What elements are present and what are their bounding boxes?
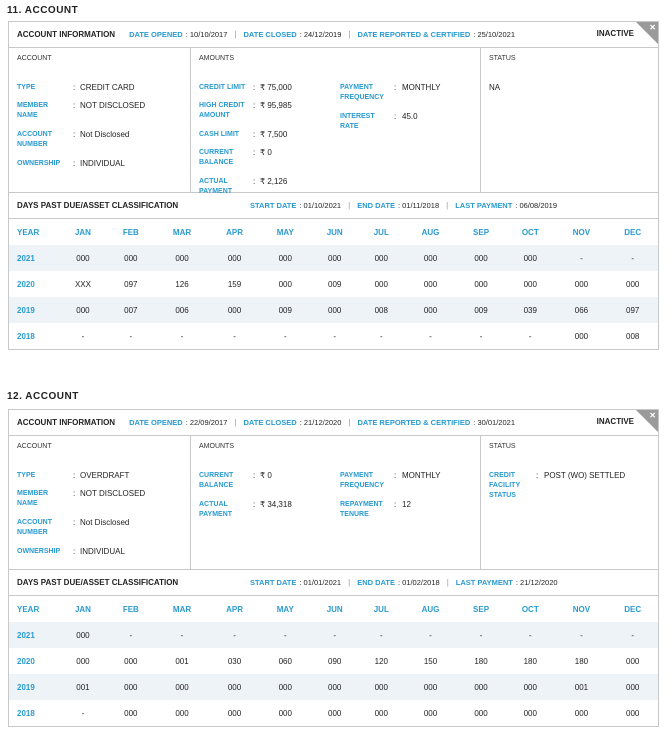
dpd-cell: 000 xyxy=(474,253,488,263)
dpd-cell: 000 xyxy=(626,656,640,666)
dpd-cell: 030 xyxy=(227,656,242,666)
dpd-cell: 090 xyxy=(328,656,342,666)
dpd-cell: - xyxy=(129,331,133,341)
member-name-value: NOT DISCLOSED xyxy=(80,489,146,498)
close-icon[interactable]: ✕ xyxy=(649,411,656,420)
year-cell: 2018 xyxy=(17,331,35,341)
dpd-cell: 126 xyxy=(175,279,189,289)
date-closed-value: : 21/12/2020 xyxy=(299,418,342,427)
ownership-value: INDIVIDUAL xyxy=(80,547,125,556)
dpd-cell: 001 xyxy=(175,656,189,666)
colon: : xyxy=(536,471,539,480)
month-header: JUN xyxy=(326,227,343,237)
last-payment-label: LAST PAYMENT xyxy=(455,201,513,210)
dpd-cell: 120 xyxy=(374,656,388,666)
dpd-header xyxy=(9,570,658,596)
month-header: DEC xyxy=(624,604,642,614)
dpd-cell: - xyxy=(81,331,85,341)
divider: | xyxy=(234,30,237,39)
dpd-cell: - xyxy=(580,253,583,263)
divider: | xyxy=(234,418,237,427)
dpd-cell: 000 xyxy=(278,279,292,289)
dpd-cell: - xyxy=(429,331,432,341)
account-column xyxy=(9,48,190,192)
ownership-label: OWNERSHIP xyxy=(17,160,61,167)
dpd-cell: 000 xyxy=(278,682,292,692)
dpd-cell: 066 xyxy=(574,305,589,315)
interest-rate-label: INTEREST RATE xyxy=(340,113,375,130)
status-column xyxy=(480,48,658,192)
date-opened-label: DATE OPENED xyxy=(129,418,183,427)
date-reported-label: DATE REPORTED & CERTIFIED xyxy=(357,30,471,39)
current-balance-value: ₹ 0 xyxy=(260,148,272,157)
account-number-label: ACCOUNT NUMBER xyxy=(17,519,52,536)
end-date-value: : 01/11/2018 xyxy=(397,201,440,210)
dpd-cell: - xyxy=(479,630,483,640)
account-info-header xyxy=(9,410,658,436)
colon: : xyxy=(253,130,256,139)
month-header: MAR xyxy=(172,604,192,614)
dpd-cell: 000 xyxy=(574,708,589,718)
ownership-label: OWNERSHIP xyxy=(17,548,61,555)
ownership-value: INDIVIDUAL xyxy=(80,159,125,168)
dpd-cell: 000 xyxy=(523,279,537,289)
end-date-label: END DATE xyxy=(357,201,395,210)
high-credit-value: ₹ 95,985 xyxy=(260,101,292,110)
year-cell: 2018 xyxy=(17,708,35,718)
dpd-cell: 000 xyxy=(574,331,589,341)
dpd-cell: 180 xyxy=(523,656,537,666)
dpd-header-row xyxy=(9,219,658,245)
dpd-table xyxy=(9,219,658,349)
type-label: TYPE xyxy=(17,84,36,91)
last-payment-label: LAST PAYMENT xyxy=(455,578,513,587)
dpd-cell: 000 xyxy=(278,708,292,718)
payment-frequency-value: MONTHLY xyxy=(402,83,441,92)
amounts-heading: AMOUNTS xyxy=(199,443,234,450)
account-number-value: Not Disclosed xyxy=(80,130,130,139)
cash-limit-value: ₹ 7,500 xyxy=(260,130,288,139)
dpd-cell: 000 xyxy=(474,279,488,289)
dpd-body xyxy=(9,245,658,349)
current-balance-label: CURRENT BALANCE xyxy=(199,472,234,489)
table-row xyxy=(9,648,658,674)
high-credit-label: HIGH CREDIT AMOUNT xyxy=(199,102,245,119)
type-value: OVERDRAFT xyxy=(80,471,130,480)
dpd-cell: - xyxy=(233,331,236,341)
type-value: CREDIT CARD xyxy=(80,83,135,92)
colon: : xyxy=(253,83,256,92)
year-cell: 2020 xyxy=(17,279,35,289)
payment-frequency-label: PAYMENT FREQUENCY xyxy=(340,84,384,101)
month-header: DEC xyxy=(624,227,642,237)
colon: : xyxy=(253,101,256,110)
colon: : xyxy=(394,500,397,509)
amounts-column xyxy=(190,436,480,569)
month-header: MAY xyxy=(276,604,294,614)
credit-limit-value: ₹ 75,000 xyxy=(260,83,292,92)
colon: : xyxy=(253,500,256,509)
year-header: YEAR xyxy=(17,604,40,614)
account-details xyxy=(9,48,658,193)
dpd-cell: 000 xyxy=(626,279,640,289)
table-row xyxy=(9,700,658,726)
divider: | xyxy=(446,578,449,587)
account-column xyxy=(9,436,190,569)
colon: : xyxy=(73,518,76,527)
dpd-cell: 000 xyxy=(423,253,438,263)
month-header: MAR xyxy=(172,227,192,237)
dpd-cell: 000 xyxy=(227,708,242,718)
amounts-heading: AMOUNTS xyxy=(199,55,234,62)
dpd-cell: 000 xyxy=(626,682,640,692)
colon: : xyxy=(394,471,397,480)
last-payment-value: : 06/08/2019 xyxy=(515,201,558,210)
date-opened-value: : 22/09/2017 xyxy=(185,418,228,427)
dpd-cell: - xyxy=(129,630,133,640)
dpd-cell: 000 xyxy=(423,708,438,718)
dpd-cell: - xyxy=(528,331,532,341)
year-cell: 2020 xyxy=(17,656,35,666)
amounts-column xyxy=(190,48,480,195)
dpd-cell: 000 xyxy=(278,253,292,263)
colon: : xyxy=(73,130,76,139)
month-header: JAN xyxy=(74,604,91,614)
dpd-cell: 097 xyxy=(626,305,640,315)
dpd-cell: 000 xyxy=(523,253,537,263)
account-info-title: ACCOUNT INFORMATION xyxy=(17,30,116,39)
interest-rate-value: 45.0 xyxy=(402,112,418,121)
end-date-value: : 01/02/2018 xyxy=(397,578,440,587)
table-row xyxy=(9,674,658,700)
dpd-cell: XXX xyxy=(74,279,91,289)
dpd-cell: 001 xyxy=(574,682,589,692)
actual-payment-value: ₹ 34,318 xyxy=(260,500,292,509)
dpd-cell: 000 xyxy=(423,682,438,692)
dpd-cell: 000 xyxy=(423,305,438,315)
month-header: FEB xyxy=(122,604,139,614)
dpd-cell: 007 xyxy=(124,305,138,315)
account-details xyxy=(9,436,658,570)
date-reported-value: : 25/10/2021 xyxy=(473,30,515,39)
dpd-cell: 000 xyxy=(423,279,438,289)
dpd-cell: 008 xyxy=(626,331,640,341)
section-title: 12. ACCOUNT xyxy=(7,391,79,402)
month-header: SEP xyxy=(473,604,490,614)
repayment-tenure-label: REPAYMENT TENURE xyxy=(340,501,383,518)
section-title: 11. ACCOUNT xyxy=(7,5,79,16)
table-row xyxy=(9,245,658,271)
colon: : xyxy=(73,101,76,110)
current-balance-label: CURRENT BALANCE xyxy=(199,149,234,166)
dpd-title: DAYS PAST DUE/ASSET CLASSIFICATION xyxy=(17,578,179,587)
dpd-header xyxy=(9,193,658,219)
date-opened-label: DATE OPENED xyxy=(129,30,183,39)
dpd-cell: - xyxy=(180,630,184,640)
month-header: AUG xyxy=(421,227,440,237)
dpd-cell: - xyxy=(333,331,337,341)
month-header: OCT xyxy=(521,604,539,614)
dpd-cell: 000 xyxy=(124,656,138,666)
dpd-cell: - xyxy=(333,630,337,640)
colon: : xyxy=(394,83,397,92)
actual-payment-value: ₹ 2,126 xyxy=(260,177,288,186)
date-opened-value: : 10/10/2017 xyxy=(185,30,228,39)
start-date-value: : 01/01/2021 xyxy=(299,578,342,587)
start-date-value: : 01/10/2021 xyxy=(299,201,342,210)
colon: : xyxy=(73,159,76,168)
dpd-cell: 000 xyxy=(76,253,90,263)
dpd-cell: 159 xyxy=(227,279,242,289)
dpd-table xyxy=(9,596,658,726)
year-cell: 2019 xyxy=(17,682,35,692)
colon: : xyxy=(253,471,256,480)
dpd-cell: - xyxy=(631,630,635,640)
dpd-body xyxy=(9,622,658,726)
dpd-cell: 009 xyxy=(328,279,342,289)
repayment-tenure-value: 12 xyxy=(402,500,411,509)
type-label: TYPE xyxy=(17,472,36,479)
dpd-cell: - xyxy=(631,253,635,263)
dpd-cell: 000 xyxy=(328,682,342,692)
dpd-cell: 008 xyxy=(374,305,388,315)
credit-facility-status-label: CREDIT FACILITY STATUS xyxy=(489,472,520,499)
colon: : xyxy=(73,83,76,92)
account-info-title: ACCOUNT INFORMATION xyxy=(17,418,116,427)
dpd-cell: 000 xyxy=(574,279,589,289)
dpd-cell: 000 xyxy=(523,682,537,692)
month-header: APR xyxy=(226,604,243,614)
credit-limit-label: CREDIT LIMIT xyxy=(199,84,246,91)
dpd-cell: - xyxy=(283,331,287,341)
colon: : xyxy=(394,112,397,121)
dpd-cell: 180 xyxy=(574,656,589,666)
last-payment-value: : 21/12/2020 xyxy=(515,578,558,587)
dpd-cell: 000 xyxy=(227,305,242,315)
divider: | xyxy=(446,201,449,210)
month-header: NOV xyxy=(572,227,591,237)
dpd-cell: 000 xyxy=(124,253,138,263)
dpd-cell: 000 xyxy=(328,305,342,315)
dpd-cell: - xyxy=(283,630,287,640)
dpd-cell: 000 xyxy=(626,708,640,718)
dpd-cell: 000 xyxy=(374,708,388,718)
status-badge: INACTIVE xyxy=(596,29,634,38)
dpd-cell: 006 xyxy=(175,305,189,315)
account-info-header xyxy=(9,22,658,48)
divider: | xyxy=(348,578,351,587)
status-heading: STATUS xyxy=(489,443,516,450)
dpd-cell: 000 xyxy=(474,708,488,718)
divider: | xyxy=(348,30,351,39)
divider: | xyxy=(348,201,351,210)
divider: | xyxy=(348,418,351,427)
dpd-cell: 009 xyxy=(278,305,292,315)
dpd-cell: 150 xyxy=(423,656,438,666)
date-closed-value: : 24/12/2019 xyxy=(299,30,342,39)
dpd-cell: - xyxy=(180,331,184,341)
dpd-cell: 009 xyxy=(474,305,488,315)
year-cell: 2021 xyxy=(17,630,35,640)
month-header: APR xyxy=(226,227,243,237)
payment-frequency-label: PAYMENT FREQUENCY xyxy=(340,472,384,489)
dpd-cell: 000 xyxy=(328,708,342,718)
start-date-label: START DATE xyxy=(250,201,297,210)
end-date-label: END DATE xyxy=(357,578,395,587)
colon: : xyxy=(253,148,256,157)
dpd-cell: 000 xyxy=(328,253,342,263)
dpd-cell: 000 xyxy=(523,708,537,718)
dpd-cell: 000 xyxy=(374,279,388,289)
colon: : xyxy=(73,489,76,498)
status-column xyxy=(480,436,658,569)
month-header: FEB xyxy=(122,227,139,237)
status-badge: INACTIVE xyxy=(596,417,634,426)
dpd-cell: 039 xyxy=(523,305,537,315)
month-header: MAY xyxy=(276,227,294,237)
table-row xyxy=(9,297,658,323)
dpd-cell: 097 xyxy=(124,279,138,289)
date-closed-label: DATE CLOSED xyxy=(243,30,297,39)
account-card xyxy=(8,21,659,350)
member-name-label: MEMBER NAME xyxy=(17,490,49,507)
dpd-cell: 000 xyxy=(124,708,138,718)
dpd-cell: 180 xyxy=(474,656,488,666)
actual-payment-label: ACTUAL PAYMENT xyxy=(199,501,233,518)
dpd-cell: 000 xyxy=(175,253,189,263)
month-header: OCT xyxy=(521,227,539,237)
month-header: JUL xyxy=(373,604,389,614)
dpd-cell: - xyxy=(81,708,85,718)
dpd-cell: 000 xyxy=(474,682,488,692)
year-header: YEAR xyxy=(17,227,40,237)
date-reported-value: : 30/01/2021 xyxy=(473,418,515,427)
table-row xyxy=(9,622,658,648)
dpd-cell: - xyxy=(580,630,583,640)
dpd-cell: - xyxy=(429,630,432,640)
account-heading: ACCOUNT xyxy=(17,55,52,62)
dpd-cell: 000 xyxy=(76,630,90,640)
start-date-label: START DATE xyxy=(250,578,297,587)
date-reported-label: DATE REPORTED & CERTIFIED xyxy=(357,418,471,427)
dpd-cell: 000 xyxy=(227,682,242,692)
payment-frequency-value: MONTHLY xyxy=(402,471,441,480)
account-number-label: ACCOUNT NUMBER xyxy=(17,131,52,148)
table-row xyxy=(9,271,658,297)
dpd-cell: 000 xyxy=(124,682,138,692)
dpd-header-row xyxy=(9,596,658,622)
cash-limit-label: CASH LIMIT xyxy=(199,131,240,138)
month-header: AUG xyxy=(421,604,440,614)
account-number-value: Not Disclosed xyxy=(80,518,130,527)
dpd-cell: - xyxy=(528,630,532,640)
status-heading: STATUS xyxy=(489,55,516,62)
dpd-cell: - xyxy=(233,630,236,640)
dpd-cell: 000 xyxy=(76,656,90,666)
month-header: NOV xyxy=(572,604,591,614)
dpd-cell: 060 xyxy=(278,656,292,666)
year-cell: 2021 xyxy=(17,253,35,263)
dpd-cell: - xyxy=(479,331,483,341)
dpd-cell: 000 xyxy=(374,253,388,263)
close-icon[interactable]: ✕ xyxy=(649,23,656,32)
dpd-cell: - xyxy=(379,630,383,640)
colon: : xyxy=(73,547,76,556)
date-closed-label: DATE CLOSED xyxy=(243,418,297,427)
month-header: JUN xyxy=(326,604,343,614)
account-card xyxy=(8,409,659,727)
dpd-cell: 000 xyxy=(175,682,189,692)
dpd-cell: 000 xyxy=(374,682,388,692)
colon: : xyxy=(73,471,76,480)
dpd-title: DAYS PAST DUE/ASSET CLASSIFICATION xyxy=(17,201,179,210)
dpd-cell: 000 xyxy=(175,708,189,718)
actual-payment-label: ACTUAL PAYMENT xyxy=(199,178,233,195)
credit-facility-status-value: POST (WO) SETTLED xyxy=(544,471,626,480)
month-header: SEP xyxy=(473,227,490,237)
account-heading: ACCOUNT xyxy=(17,443,52,450)
dpd-cell: 000 xyxy=(227,253,242,263)
member-name-label: MEMBER NAME xyxy=(17,102,49,119)
current-balance-value: ₹ 0 xyxy=(260,471,272,480)
dpd-cell: 001 xyxy=(76,682,90,692)
year-cell: 2019 xyxy=(17,305,35,315)
dpd-cell: 000 xyxy=(76,305,90,315)
colon: : xyxy=(253,177,256,186)
month-header: JUL xyxy=(373,227,389,237)
member-name-value: NOT DISCLOSED xyxy=(80,101,146,110)
dpd-cell: - xyxy=(379,331,383,341)
month-header: JAN xyxy=(74,227,91,237)
status-value: NA xyxy=(489,83,501,92)
table-row xyxy=(9,323,658,349)
